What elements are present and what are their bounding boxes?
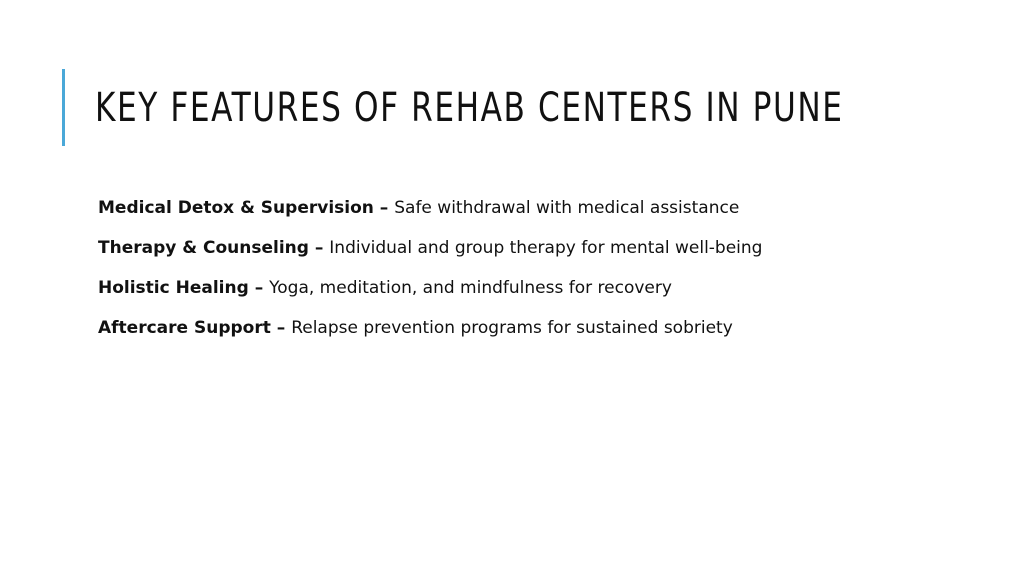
feature-description: Relapse prevention programs for sustained sobriety xyxy=(291,318,733,338)
feature-term: Aftercare Support xyxy=(98,318,271,338)
feature-separator: – xyxy=(373,198,395,218)
feature-separator: – xyxy=(270,318,292,338)
feature-term: Holistic Healing xyxy=(98,278,249,298)
feature-description: Yoga, meditation, and mindfulness for recovery xyxy=(269,278,672,298)
slide-title: KEY FEATURES OF REHAB CENTERS IN PUNE xyxy=(95,85,844,131)
list-item xyxy=(98,274,762,314)
feature-description: Safe withdrawal with medical assistance xyxy=(394,198,740,218)
feature-description: Individual and group therapy for mental well-being xyxy=(329,238,763,258)
feature-term: Therapy & Counseling xyxy=(98,238,309,258)
feature-term: Medical Detox & Supervision xyxy=(98,198,374,218)
feature-separator: – xyxy=(308,238,330,258)
list-item xyxy=(98,194,762,234)
feature-list xyxy=(98,194,762,354)
list-item xyxy=(98,234,762,274)
list-item xyxy=(98,314,762,354)
feature-separator: – xyxy=(248,278,270,298)
title-accent-bar xyxy=(62,69,65,146)
